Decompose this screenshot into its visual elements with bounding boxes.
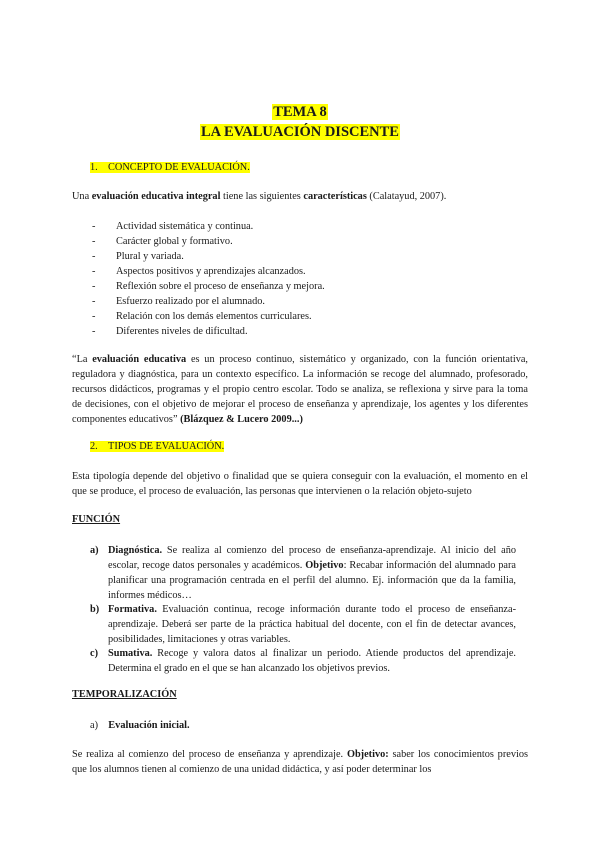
sub-marker: a) <box>90 720 98 731</box>
intro-paragraph: Una evaluación educativa integral tiene las siguientes características (Calatayud, 2007). <box>72 191 447 202</box>
evaluacion-inicial-subheading <box>90 718 190 733</box>
section-2-title: TIPOS DE EVALUACIÓN. <box>108 441 225 452</box>
typology-paragraph: Esta tipología depende del objetivo o finalidad que se quiera conseguir con la evaluación, el momento en el que se produce, el proceso de evaluación, las personas que intervienen o la relación objeto-sujeto <box>72 471 528 497</box>
item-label: Sumativa. <box>108 648 153 659</box>
section-1-title: CONCEPTO DE EVALUACIÓN. <box>108 162 250 173</box>
funcion-item-sumativa: c) Sumativa. Recoge y valora datos al finalizar un periodo. Atiende productos del aprendizaje. Determina el grado en el que se han alcanzado los objetivos previos. <box>90 648 516 674</box>
title-text: LA EVALUACIÓN DISCENTE <box>201 124 399 140</box>
intro-bold-characteristics: características <box>303 191 367 202</box>
title-line-1 <box>0 104 600 121</box>
list-item: - Reflexión sobre el proceso de enseñanza y mejora. <box>90 279 510 294</box>
sub-label: Evaluación inicial. <box>108 720 190 731</box>
section-1-heading <box>90 160 250 175</box>
section-1-number: 1. <box>90 162 98 173</box>
list-item: - Relación con los demás elementos curriculares. <box>90 309 510 324</box>
item-label: Formativa. <box>108 604 157 615</box>
item-marker: b) <box>90 604 100 615</box>
definition-quote: “La evaluación educativa es un proceso continuo, sistemático y organizado, con la función orientativa, reguladora y diagnóstica, para un contexto específico. La información se recoge del alumnado, profesorado, recursos didácticos, programas y el propio centro escolar. Todo se analiza, se reflexiona y sirve para la toma de decisiones, con el objetivo de mejorar el proceso de enseñanza y aprendizaje, los agentes y los diferentes componentes educativos” (Blázquez & Lucero 2009...) <box>72 354 529 425</box>
list-item: - Diferentes niveles de dificultad. <box>90 324 510 339</box>
item-marker: a) <box>90 545 99 556</box>
list-item: - Actividad sistemática y continua. <box>90 219 510 234</box>
intro-bold-term: evaluación educativa integral <box>91 191 221 202</box>
list-item: - Esfuerzo realizado por el alumnado. <box>90 294 510 309</box>
quote-citation: (Blázquez & Lucero 2009...) <box>180 414 303 425</box>
temporalizacion-heading: TEMPORALIZACIÓN <box>72 689 177 700</box>
section-2-heading <box>90 439 224 454</box>
title-number: TEMA 8 <box>273 104 327 120</box>
list-item: - Carácter global y formativo. <box>90 234 510 249</box>
item-label: Diagnóstica. <box>108 545 163 556</box>
item-marker: c) <box>90 648 98 659</box>
objective-label: Objetivo: <box>346 749 389 760</box>
item-objective-label: Objetivo <box>305 560 344 571</box>
section-2-number: 2. <box>90 441 98 452</box>
characteristics-list <box>90 219 510 339</box>
funcion-item-formativa: b) Formativa. Evaluación continua, recoge información durante todo el proceso de enseñanza-aprendizaje. Deberá ser parte de la práctica habitual del docente, con el fin de detectar avances, posibilidades, limitaciones y otras variables. <box>90 604 516 645</box>
funcion-heading: FUNCIÓN <box>72 514 121 525</box>
funcion-item-diagnostica: a) Diagnóstica. Se realiza al comienzo del proceso de enseñanza-aprendizaje. Al inicio del año escolar, recoge datos personales y académicos. Objetivo: Recabar información del alumnado para planificar una programación centrada en el perfil del alumno. Ej. información que da la familia, informes médicos… <box>90 545 516 601</box>
quote-bold-term: evaluación educativa <box>92 354 187 365</box>
evaluacion-inicial-paragraph: Se realiza al comienzo del proceso de enseñanza y aprendizaje. Objetivo: saber los conocimientos previos que los alumnos tienen al comienzo de una unidad didáctica, y así poder determinar los <box>72 749 528 775</box>
list-item: - Plural y variada. <box>90 249 510 264</box>
title-line-2 <box>0 124 600 141</box>
list-item: - Aspectos positivos y aprendizajes alcanzados. <box>90 264 510 279</box>
